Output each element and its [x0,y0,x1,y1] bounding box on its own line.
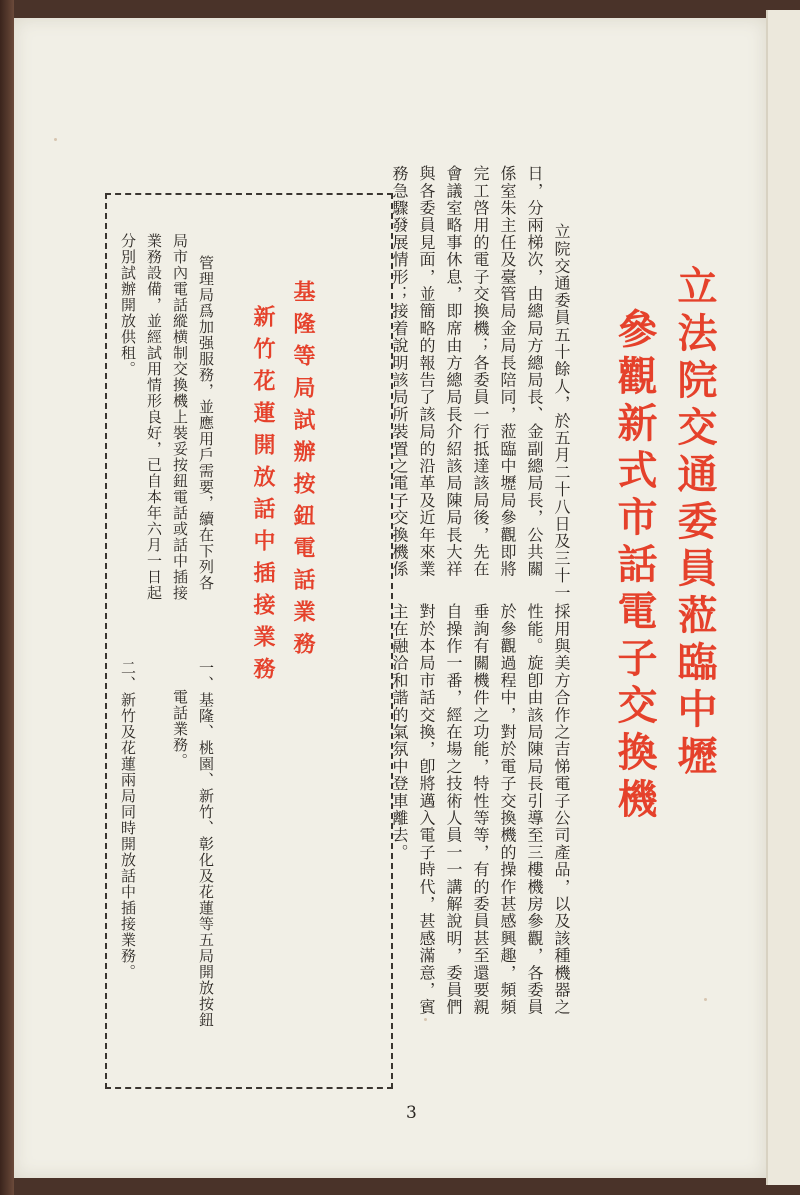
page-number: 3 [406,1103,417,1123]
notice-item1-line1: 一、基隆、桃園、新竹、彰化及花蓮等五局開放按鈕 [197,660,215,1028]
article-body-col-4: 完工啓用的電子交換機；各委員一行抵達該局後，先在 [471,165,490,578]
notice-body-col-2: 局市內電話縱横制交換機上裝妥按鈕電話或話中插接 [171,233,189,601]
article-body-col-9: 性能。旋卽由該局陳局長引導至三樓機房參觀，各委員 [525,603,544,1016]
book-binding-edge [0,0,14,1195]
article-body-col-2: 日，分兩梯次，由總局方總局長、金副總局長，公共關 [525,165,544,578]
article-body-col-1: 立院交通委員五十餘人，於五月二十八日及三十一 [552,223,571,602]
paper-speck [424,1018,427,1021]
article-body-col-12: 自操作一番，經在場之技術人員一一講解說明，委員們 [444,603,463,1016]
notice-title-line1: 基隆等局試辦按鈕電話業務 [290,280,315,664]
adjacent-page-edge [766,10,800,1185]
notice-body-col-4: 分別試辦開放供租。 [119,233,137,377]
article-title-line1: 立法院交通委員蒞臨中壢 [671,265,717,782]
notice-body-col-3: 業務設備，並經試用情形良好，已自本年六月一日起 [145,233,163,601]
article-body-col-14: 主在融洽和諧的氣氛中登車離去。 [390,603,409,861]
article-body-col-5: 會議室略事休息，即席由方總局長介紹該局陳局長大祥 [444,165,463,578]
notice-item2: 二、新竹及花蓮兩局同時開放話中插接業務。 [119,660,137,980]
notice-box [105,193,393,1089]
article-body-col-13: 對於本局市話交換，卽將邁入電子時代，甚感滿意，賓 [417,603,436,1016]
notice-item1-line2: 電話業務。 [171,689,189,769]
book-page [14,18,766,1178]
notice-title-line2: 新竹花蓮開放話中插接業務 [250,305,275,689]
paper-speck [54,138,57,141]
article-body-col-6: 與各委員見面，並簡略的報告了該局的沿革及近年來業 [417,165,436,578]
article-body-col-8: 採用與美方合作之吉悌電子公司產品，以及該種機器之 [552,603,571,1016]
article-body-col-11: 垂詢有關機件之功能，特性等等，有的委員甚至還要親 [471,603,490,1016]
article-body-col-3: 係室朱主任及臺管局金局長陪同，蒞臨中壢局參觀即將 [498,165,517,578]
article-body-col-10: 於參觀過程中，對於電子交換機的操作甚感興趣，頻頻 [498,603,517,1016]
article-title-line2: 參觀新式市話電子交換機 [611,308,657,825]
article-body-col-7: 務急驟發展情形；接着說明該局所裝置之電子交換機係 [390,165,409,578]
notice-body-col-1: 管理局爲加强服務，並應用戶需要，續在下列各 [197,255,215,591]
paper-speck [704,998,707,1001]
